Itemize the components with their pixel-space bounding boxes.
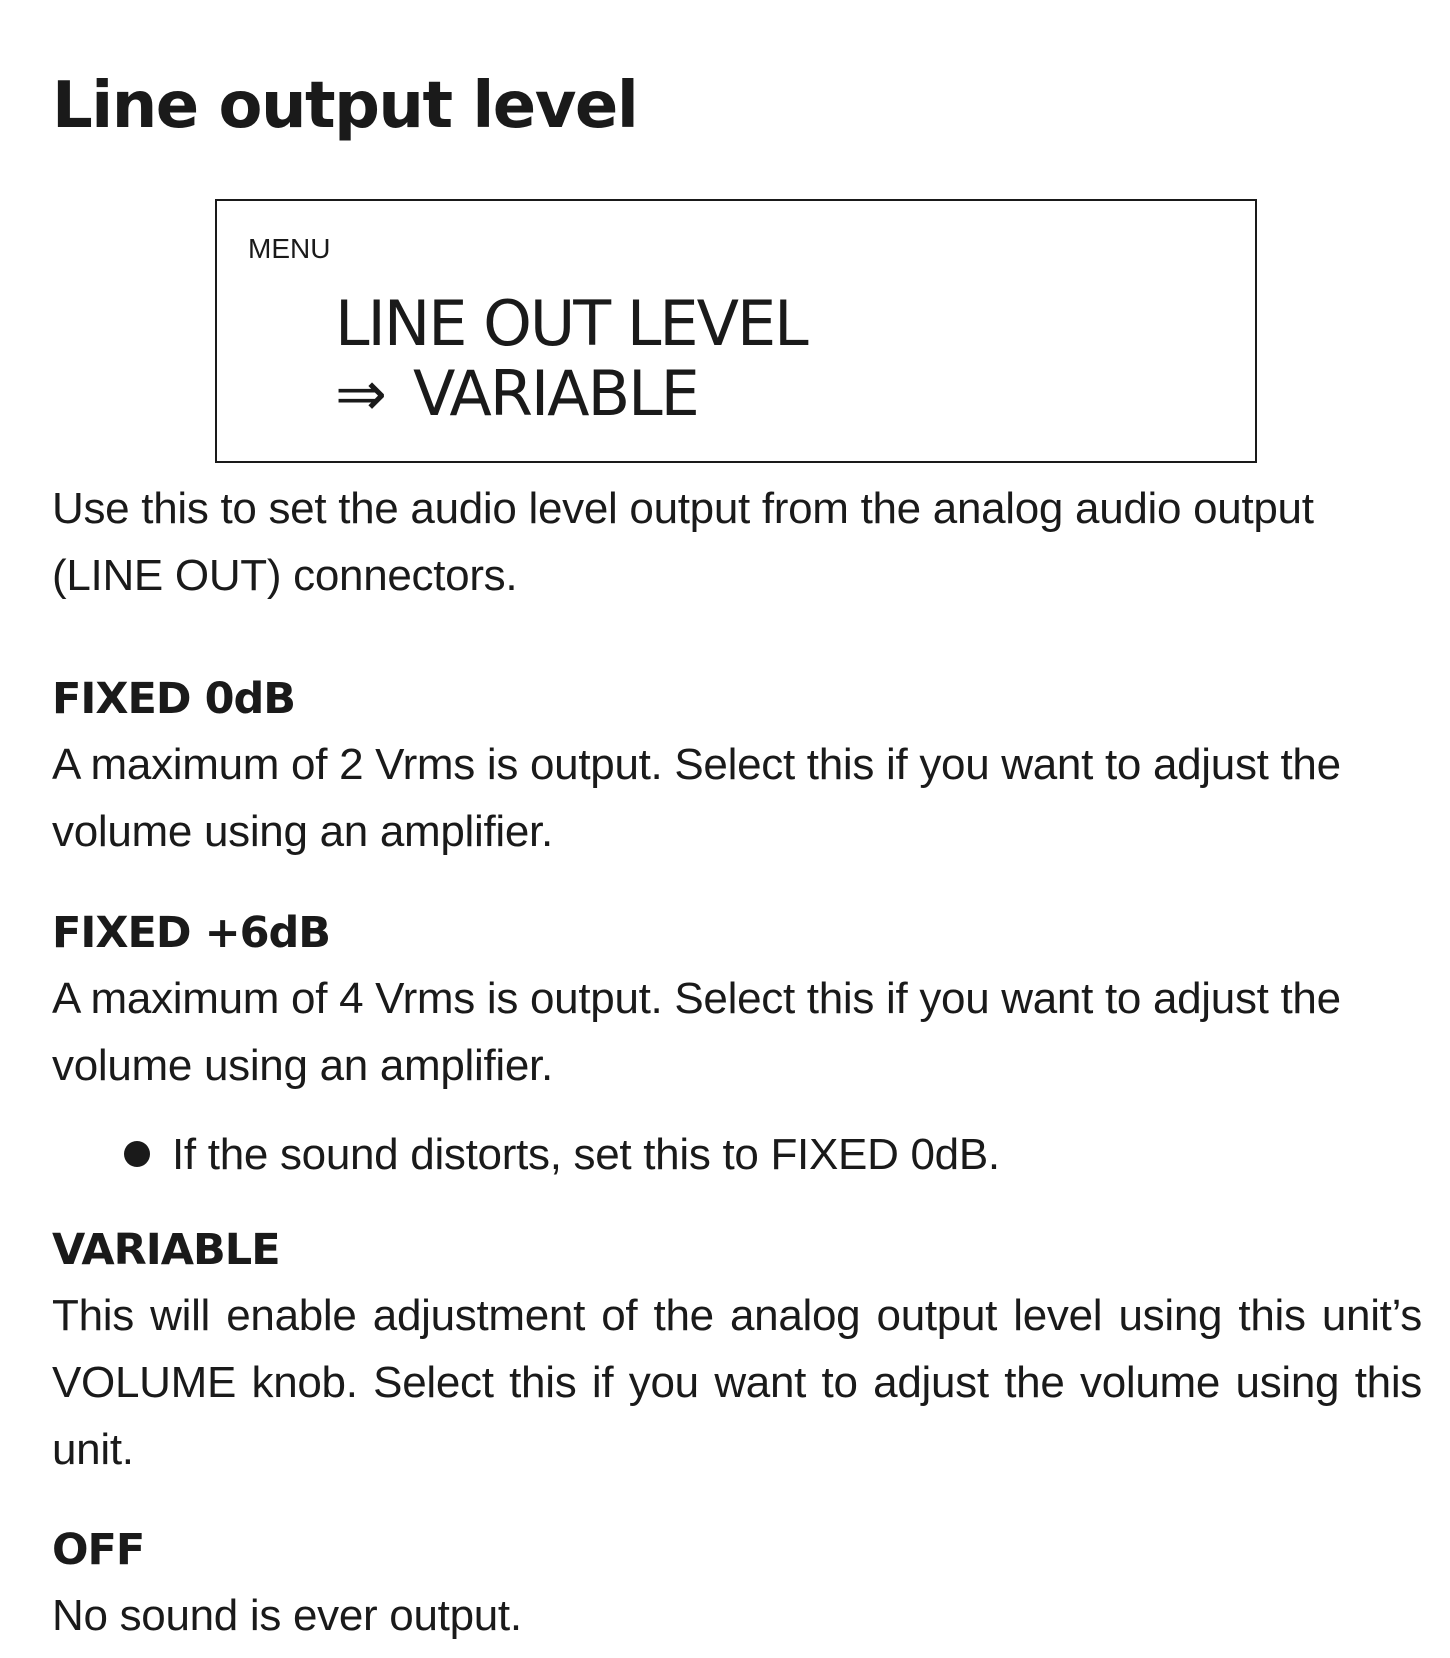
- section-title: Line output level: [52, 69, 638, 143]
- bullet-icon: [124, 1141, 150, 1167]
- option-term-variable: VARIABLE: [52, 1225, 280, 1275]
- option-description-fixed-6db: A maximum of 4 Vrms is output. Select this if you want to adjust the volume using an amplifier.: [52, 974, 1341, 1090]
- option-description-variable: This will enable adjustment of the analog output level using this unit’s VOLUME knob. Select this if you want to adjust the volume using this unit.: [52, 1291, 1422, 1474]
- menu-setting-row: [335, 357, 698, 430]
- option-term-fixed-0db: FIXED 0dB: [52, 674, 296, 724]
- menu-label: MENU: [248, 233, 331, 264]
- option-term-off: OFF: [52, 1525, 145, 1575]
- option-description-fixed-0db: A maximum of 2 Vrms is output. Select this if you want to adjust the volume using an amplifier.: [52, 740, 1341, 856]
- option-description-off: No sound is ever output.: [52, 1591, 522, 1640]
- menu-setting-name: LINE OUT LEVEL: [335, 287, 807, 360]
- option-note-text: If the sound distorts, set this to FIXED 0dB.: [172, 1130, 1000, 1179]
- menu-setting-value: VARIABLE: [412, 357, 698, 430]
- intro-paragraph: Use this to set the audio level output from the analog audio output (LINE OUT) connectors.: [52, 484, 1314, 600]
- right-double-arrow-icon: ⇒: [335, 357, 385, 430]
- option-note: [124, 1121, 1000, 1188]
- menu-display-box: [215, 199, 1257, 463]
- option-term-fixed-6db: FIXED +6dB: [52, 908, 331, 958]
